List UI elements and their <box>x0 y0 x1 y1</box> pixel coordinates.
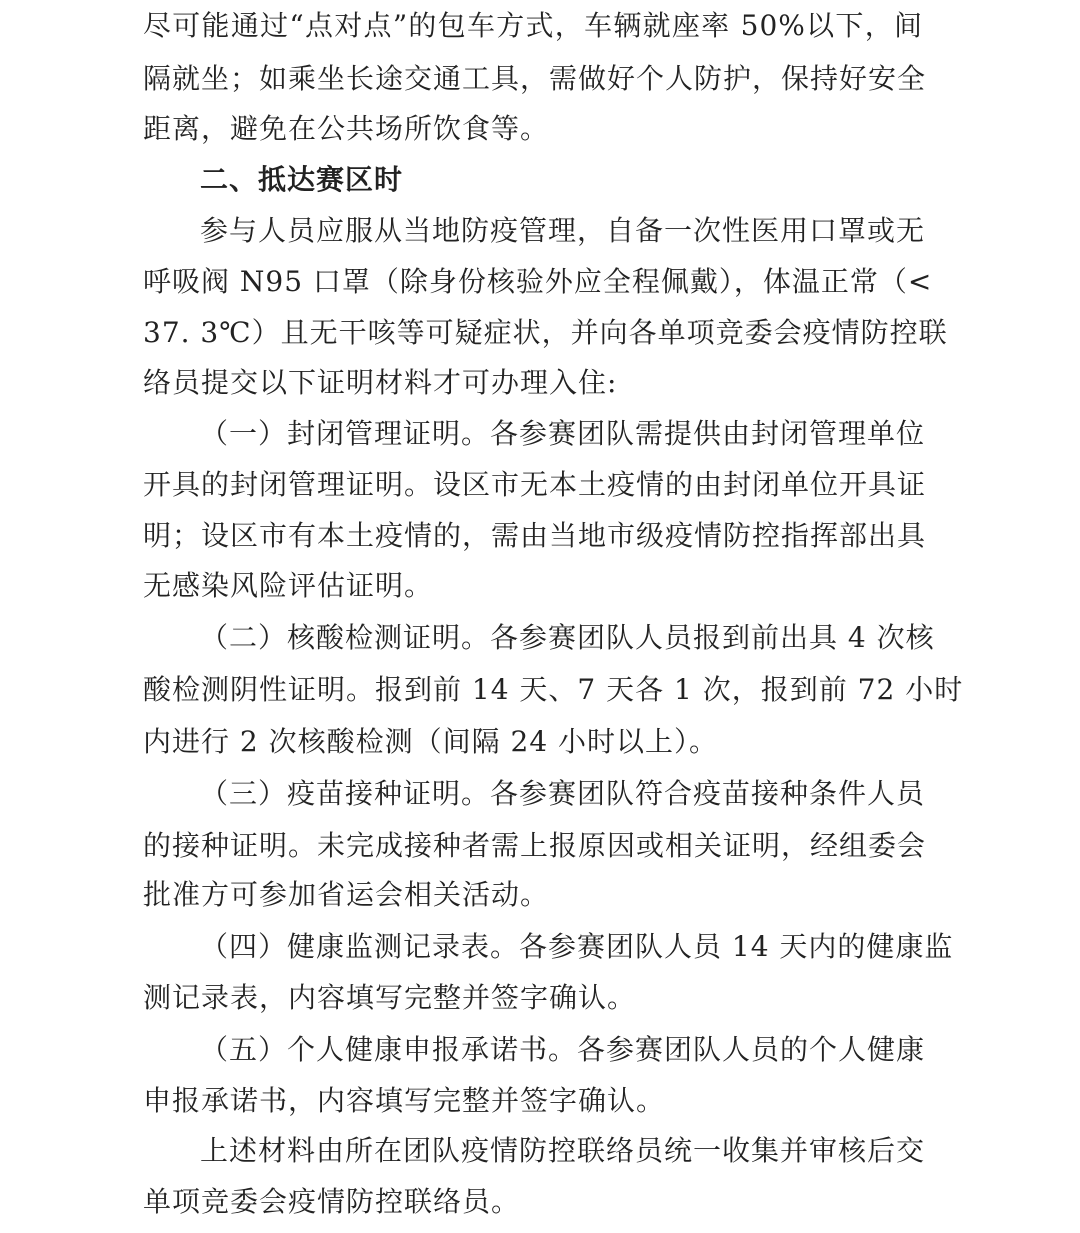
text-line: 明；设区市有本土疫情的，需由当地市级疫情防控指挥部出具 <box>143 519 927 552</box>
section-heading: 二、抵达赛区时 <box>200 163 404 196</box>
text-line: 内进行 2 次核酸检测（间隔 24 小时以上）。 <box>143 725 719 758</box>
text-line: 呼吸阀 N95 口罩（除身份核验外应全程佩戴），体温正常（< <box>143 265 933 298</box>
text-line: （五）个人健康申报承诺书。各参赛团队人员的个人健康 <box>200 1033 926 1066</box>
text-line: （一）封闭管理证明。各参赛团队需提供由封闭管理单位 <box>200 417 926 450</box>
text-line: （四）健康监测记录表。各参赛团队人员 14 天内的健康监 <box>200 930 954 963</box>
text-line: 测记录表，内容填写完整并签字确认。 <box>143 981 637 1014</box>
text-line: 隔就坐；如乘坐长途交通工具，需做好个人防护，保持好安全 <box>143 62 927 95</box>
text-line: 无感染风险评估证明。 <box>143 569 434 602</box>
text-line: 酸检测阴性证明。报到前 14 天、7 天各 1 次，报到前 72 小时 <box>143 673 964 706</box>
text-line: 距离，避免在公共场所饮食等。 <box>143 112 550 145</box>
text-line: 批准方可参加省运会相关活动。 <box>143 878 550 911</box>
text-line: 的接种证明。未完成接种者需上报原因或相关证明，经组委会 <box>143 829 927 862</box>
text-line: （三）疫苗接种证明。各参赛团队符合疫苗接种条件人员 <box>200 777 926 810</box>
text-line: 开具的封闭管理证明。设区市无本土疫情的由封闭单位开具证 <box>143 468 927 501</box>
text-line: 单项竞委会疫情防控联络员。 <box>143 1185 521 1218</box>
text-line: 37. 3℃）且无干咳等可疑症状，并向各单项竞委会疫情防控联 <box>143 316 948 349</box>
text-line: 参与人员应服从当地防疫管理，自备一次性医用口罩或无 <box>200 214 926 247</box>
text-line: 上述材料由所在团队疫情防控联络员统一收集并审核后交 <box>200 1134 926 1167</box>
text-line: 尽可能通过“点对点”的包车方式，车辆就座率 50%以下，间 <box>143 9 923 42</box>
text-line: 络员提交以下证明材料才可办理入住: <box>143 366 618 399</box>
text-line: （二）核酸检测证明。各参赛团队人员报到前出具 4 次核 <box>200 621 935 654</box>
text-line: 申报承诺书，内容填写完整并签字确认。 <box>143 1084 666 1117</box>
